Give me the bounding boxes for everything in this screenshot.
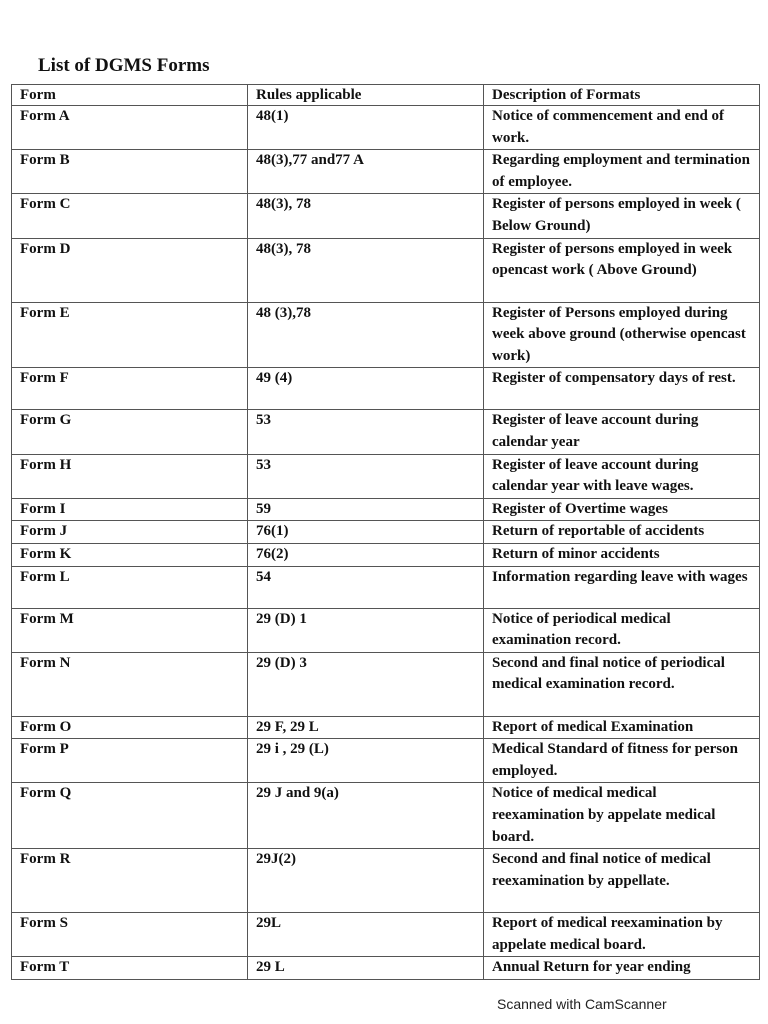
table-header-row — [12, 85, 760, 106]
description-cell: Register of persons employed in week opencast work ( Above Ground) — [484, 238, 760, 302]
rules-cell: 53 — [248, 410, 484, 454]
rules-cell: 29L — [248, 913, 484, 957]
table-row — [12, 543, 760, 566]
header-description: Description of Formats — [484, 85, 760, 106]
form-name-cell: Form E — [12, 302, 248, 368]
table-row — [12, 608, 760, 652]
description-cell: Second and final notice of periodical medical examination record. — [484, 652, 760, 716]
rules-cell: 29 i , 29 (L) — [248, 739, 484, 783]
table-row — [12, 652, 760, 716]
description-cell: Information regarding leave with wages — [484, 566, 760, 608]
table-row — [12, 150, 760, 194]
description-cell: Notice of periodical medical examination record. — [484, 608, 760, 652]
scanner-watermark: Scanned with CamScanner — [497, 996, 667, 1012]
description-cell: Register of Persons employed during week above ground (otherwise opencast work) — [484, 302, 760, 368]
description-cell: Notice of commencement and end of work. — [484, 106, 760, 150]
form-name-cell: Form K — [12, 543, 248, 566]
table-row — [12, 302, 760, 368]
description-cell: Register of compensatory days of rest. — [484, 368, 760, 410]
form-name-cell: Form I — [12, 498, 248, 521]
description-cell: Annual Return for year ending — [484, 957, 760, 980]
description-cell: Report of medical reexamination by appelate medical board. — [484, 913, 760, 957]
table-row — [12, 454, 760, 498]
form-name-cell: Form C — [12, 194, 248, 238]
rules-cell: 48(3),77 and77 A — [248, 150, 484, 194]
description-cell: Medical Standard of fitness for person employed. — [484, 739, 760, 783]
description-cell: Return of reportable of accidents — [484, 521, 760, 544]
rules-cell: 54 — [248, 566, 484, 608]
form-name-cell: Form D — [12, 238, 248, 302]
form-name-cell: Form N — [12, 652, 248, 716]
table-row — [12, 498, 760, 521]
rules-cell: 76(2) — [248, 543, 484, 566]
description-cell: Regarding employment and termination of employee. — [484, 150, 760, 194]
header-form: Form — [12, 85, 248, 106]
rules-cell: 76(1) — [248, 521, 484, 544]
form-name-cell: Form Q — [12, 783, 248, 849]
rules-cell: 59 — [248, 498, 484, 521]
table-row — [12, 783, 760, 849]
rules-cell: 48(3), 78 — [248, 238, 484, 302]
rules-cell: 53 — [248, 454, 484, 498]
rules-cell: 29J(2) — [248, 849, 484, 913]
rules-cell: 48 (3),78 — [248, 302, 484, 368]
rules-cell: 49 (4) — [248, 368, 484, 410]
header-rules-applicable: Rules applicable — [248, 85, 484, 106]
description-cell: Return of minor accidents — [484, 543, 760, 566]
description-cell: Notice of medical medical reexamination by appelate medical board. — [484, 783, 760, 849]
table-row — [12, 521, 760, 544]
table-row — [12, 194, 760, 238]
form-name-cell: Form T — [12, 957, 248, 980]
table-row — [12, 716, 760, 739]
form-name-cell: Form G — [12, 410, 248, 454]
table-row — [12, 957, 760, 980]
description-cell: Second and final notice of medical reexamination by appellate. — [484, 849, 760, 913]
rules-cell: 48(1) — [248, 106, 484, 150]
table-row — [12, 410, 760, 454]
rules-cell: 29 J and 9(a) — [248, 783, 484, 849]
table-row — [12, 238, 760, 302]
table-row — [12, 913, 760, 957]
form-name-cell: Form J — [12, 521, 248, 544]
form-name-cell: Form R — [12, 849, 248, 913]
dgms-forms-table — [11, 84, 760, 980]
form-name-cell: Form P — [12, 739, 248, 783]
description-cell: Report of medical Examination — [484, 716, 760, 739]
table-row — [12, 849, 760, 913]
form-name-cell: Form O — [12, 716, 248, 739]
description-cell: Register of leave account during calendar year with leave wages. — [484, 454, 760, 498]
description-cell: Register of persons employed in week ( Below Ground) — [484, 194, 760, 238]
form-name-cell: Form H — [12, 454, 248, 498]
description-cell: Register of Overtime wages — [484, 498, 760, 521]
rules-cell: 29 L — [248, 957, 484, 980]
rules-cell: 29 (D) 3 — [248, 652, 484, 716]
rules-cell: 48(3), 78 — [248, 194, 484, 238]
table-body — [12, 106, 760, 980]
form-name-cell: Form M — [12, 608, 248, 652]
form-name-cell: Form L — [12, 566, 248, 608]
description-cell: Register of leave account during calendar year — [484, 410, 760, 454]
rules-cell: 29 F, 29 L — [248, 716, 484, 739]
form-name-cell: Form B — [12, 150, 248, 194]
form-name-cell: Form S — [12, 913, 248, 957]
table-row — [12, 566, 760, 608]
table-row — [12, 368, 760, 410]
document-title: List of DGMS Forms — [38, 55, 210, 76]
form-name-cell: Form F — [12, 368, 248, 410]
form-name-cell: Form A — [12, 106, 248, 150]
rules-cell: 29 (D) 1 — [248, 608, 484, 652]
table-row — [12, 106, 760, 150]
table-row — [12, 739, 760, 783]
